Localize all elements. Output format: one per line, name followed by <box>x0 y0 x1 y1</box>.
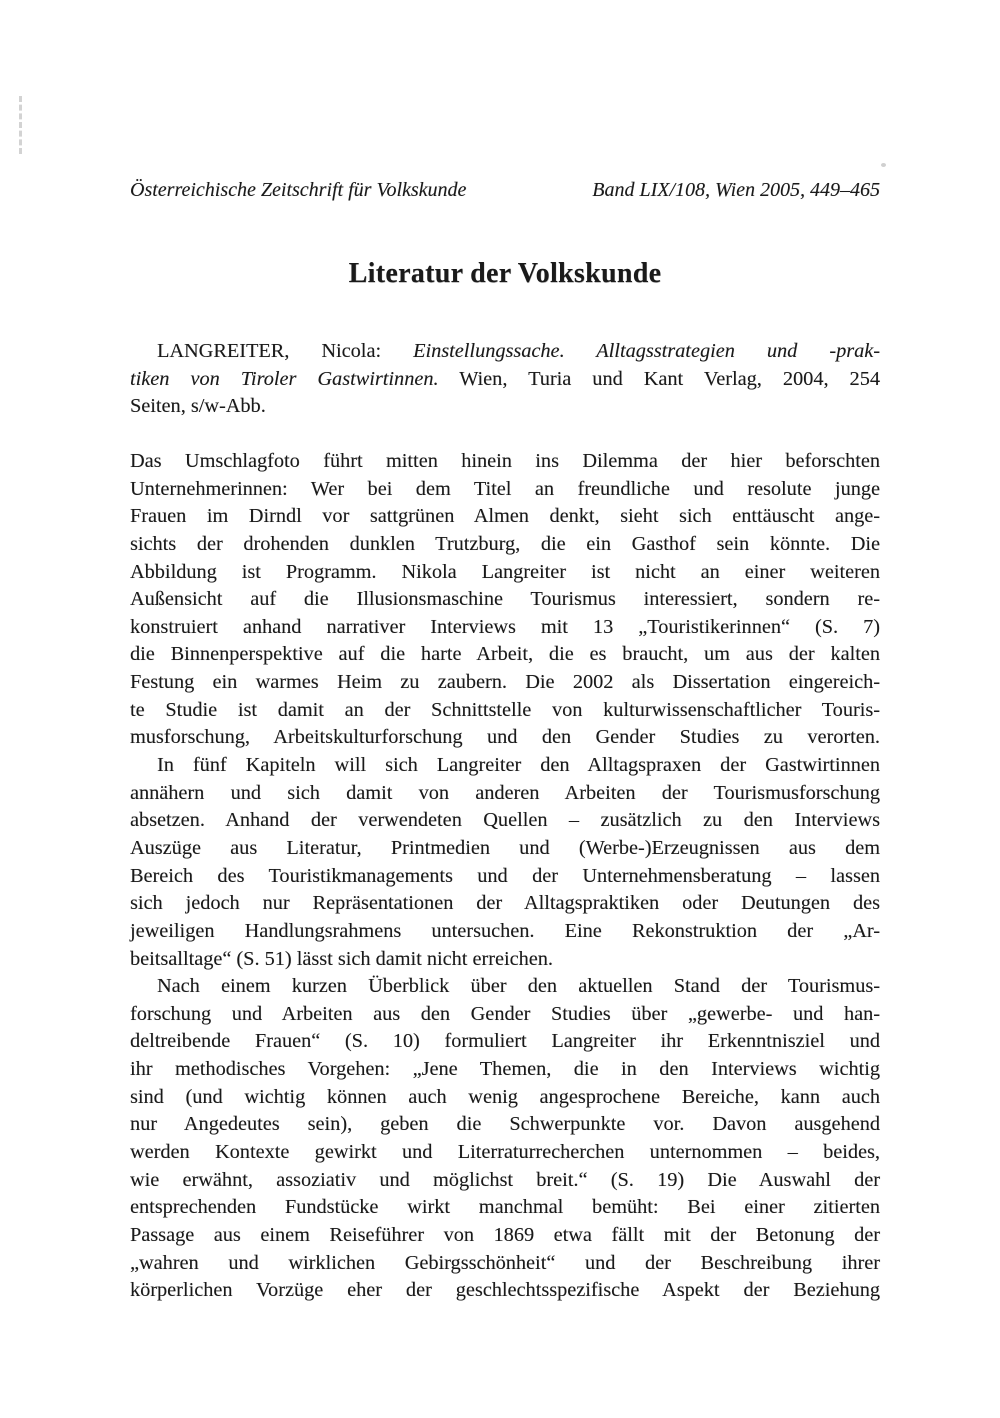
text-segment: Bereich des Touristikmanagements und der Unternehmensberatung – lassen <box>130 864 880 887</box>
text-line <box>130 863 880 891</box>
text-line <box>130 1111 880 1139</box>
text-line <box>130 559 880 587</box>
text-line <box>130 1277 880 1305</box>
paragraph <box>130 973 880 1305</box>
text-segment: die Binnenperspektive auf die harte Arbeit, die es braucht, um aus der kalten <box>130 643 880 666</box>
text-line <box>130 946 880 974</box>
text-segment: werden Kontexte gewirkt und Literraturrecherchen unternommen – beides, <box>130 1141 880 1164</box>
text-line <box>130 338 880 366</box>
text-segment: Nach einem kurzen Überblick über den aktuellen Stand der Tourismus- <box>157 975 880 998</box>
text-line <box>130 1167 880 1195</box>
text-line <box>130 1139 880 1167</box>
text-segment: beitsalltage“ (S. 51) lässt sich damit nicht erreichen. <box>130 947 553 970</box>
text-line <box>130 780 880 808</box>
text-segment: Frauen im Dirndl vor sattgrünen Almen denkt, sieht sich enttäuscht ange- <box>130 505 880 528</box>
text-segment: konstruiert anhand narrativer Interviews mit 13 „Touristikerinnen“ (S. 7) <box>130 615 880 638</box>
text-segment: In fünf Kapiteln will sich Langreiter den Alltagspraxen der Gastwirtinnen <box>157 754 880 777</box>
text-segment: Passage aus einem Reiseführer von 1869 etwa fällt mit der Betonung der <box>130 1223 880 1246</box>
text-line <box>130 1250 880 1278</box>
citation-paragraph <box>130 338 880 421</box>
text-segment: sind (und wichtig können auch wenig angesprochene Bereiche, kann auch <box>130 1085 880 1108</box>
text-line <box>130 503 880 531</box>
text-segment: LANGREITER, Nicola: <box>157 340 414 362</box>
text-segment: nur Angedeutes sein), geben die Schwerpunkte vor. Davon ausgehend <box>130 1113 880 1136</box>
text-segment: ihr methodisches Vorgehen: „Jene Themen, die in den Interviews wichtig <box>130 1058 880 1081</box>
text-line <box>130 807 880 835</box>
text-line <box>130 918 880 946</box>
text-line <box>130 448 880 476</box>
text-segment: te Studie ist damit an der Schnittstelle von kulturwissenschaftlicher Touris- <box>130 698 880 721</box>
text-segment: Unternehmerinnen: Wer bei dem Titel an freundliche und resolute junge <box>130 477 880 500</box>
text-segment: Wien, Turia und Kant Verlag, 2004, 254 <box>438 367 880 390</box>
text-line <box>130 1084 880 1112</box>
text-line <box>130 973 880 1001</box>
scan-artifact-dot <box>881 163 886 167</box>
text-segment: „wahren und wirklichen Gebirgsschönheit“ und der Beschreibung ihrer <box>130 1251 880 1274</box>
text-line <box>130 752 880 780</box>
text-line <box>130 476 880 504</box>
text-segment: Das Umschlagfoto führt mitten hinein ins Dilemma der hier beforschten <box>130 450 880 472</box>
body-text <box>130 448 880 1305</box>
text-line <box>130 366 880 394</box>
text-line <box>130 614 880 642</box>
text-segment: Festung ein warmes Heim zu zaubern. Die 2002 als Dissertation eingereich- <box>130 671 880 694</box>
text-segment: Seiten, s/w-Abb. <box>130 395 266 418</box>
text-segment: musforschung, Arbeitskulturforschung und den Gender Studies zu verorten. <box>130 726 880 749</box>
text-segment: Außensicht auf die Illusionsmaschine Tourismus interessiert, sondern re- <box>130 588 880 611</box>
running-head <box>130 178 880 202</box>
text-segment: Abbildung ist Programm. Nikola Langreiter ist nicht an einer weiteren <box>130 560 880 583</box>
journal-name: Österreichische Zeitschrift für Volkskunde <box>130 179 467 201</box>
text-segment: annähern und sich damit von anderen Arbeiten der Tourismusforschung <box>130 781 880 804</box>
text-line <box>130 1028 880 1056</box>
text-line <box>130 531 880 559</box>
text-line <box>130 724 880 752</box>
text-segment: sichts der drohenden dunklen Trutzburg, die ein Gasthof sein könnte. Die <box>130 532 880 555</box>
text-segment: forschung und Arbeiten aus den Gender Studies über „gewerbe- und han- <box>130 1002 880 1025</box>
text-line <box>130 669 880 697</box>
text-line <box>130 1222 880 1250</box>
text-line <box>130 835 880 863</box>
text-segment: jeweiligen Handlungsrahmens untersuchen. Eine Rekonstruktion der „Ar- <box>130 919 880 942</box>
text-segment: absetzen. Anhand der verwendeten Quellen – zusätzlich zu den Interviews <box>130 809 880 832</box>
text-segment: deltreibende Frauen“ (S. 10) formuliert Langreiter ihr Erkenntnisziel und <box>130 1030 880 1053</box>
italic-text-segment: Einstellungssache. Alltagsstrategien und -prak- <box>413 340 880 362</box>
paragraph <box>130 448 880 752</box>
text-line <box>130 586 880 614</box>
text-line <box>130 1194 880 1222</box>
text-line <box>130 393 880 421</box>
text-line <box>130 890 880 918</box>
text-segment: wie erwähnt, assoziativ und möglichst breit.“ (S. 19) Die Auswahl der <box>130 1168 880 1191</box>
text-line <box>130 641 880 669</box>
text-segment: sich jedoch nur Repräsentationen der Alltagspraktiken oder Deutungen des <box>130 892 880 915</box>
paragraph <box>130 752 880 973</box>
text-segment: Auszüge aus Literatur, Printmedien und (Werbe-)Erzeugnissen aus dem <box>130 836 880 859</box>
text-line <box>130 1001 880 1029</box>
scan-artifact-dashed-line <box>19 96 22 154</box>
page-title: Literatur der Volkskunde <box>348 258 662 289</box>
text-line <box>130 697 880 725</box>
text-segment: körperlichen Vorzüge eher der geschlechtsspezifische Aspekt der Beziehung <box>130 1279 880 1302</box>
issue-info: Band LIX/108, Wien 2005, 449–465 <box>592 179 880 201</box>
text-line <box>130 1056 880 1084</box>
text-segment: entsprechenden Fundstücke wirkt manchmal bemüht: Bei einer zitierten <box>130 1196 880 1219</box>
italic-text-segment: tiken von Tiroler Gastwirtinnen. <box>130 367 439 390</box>
